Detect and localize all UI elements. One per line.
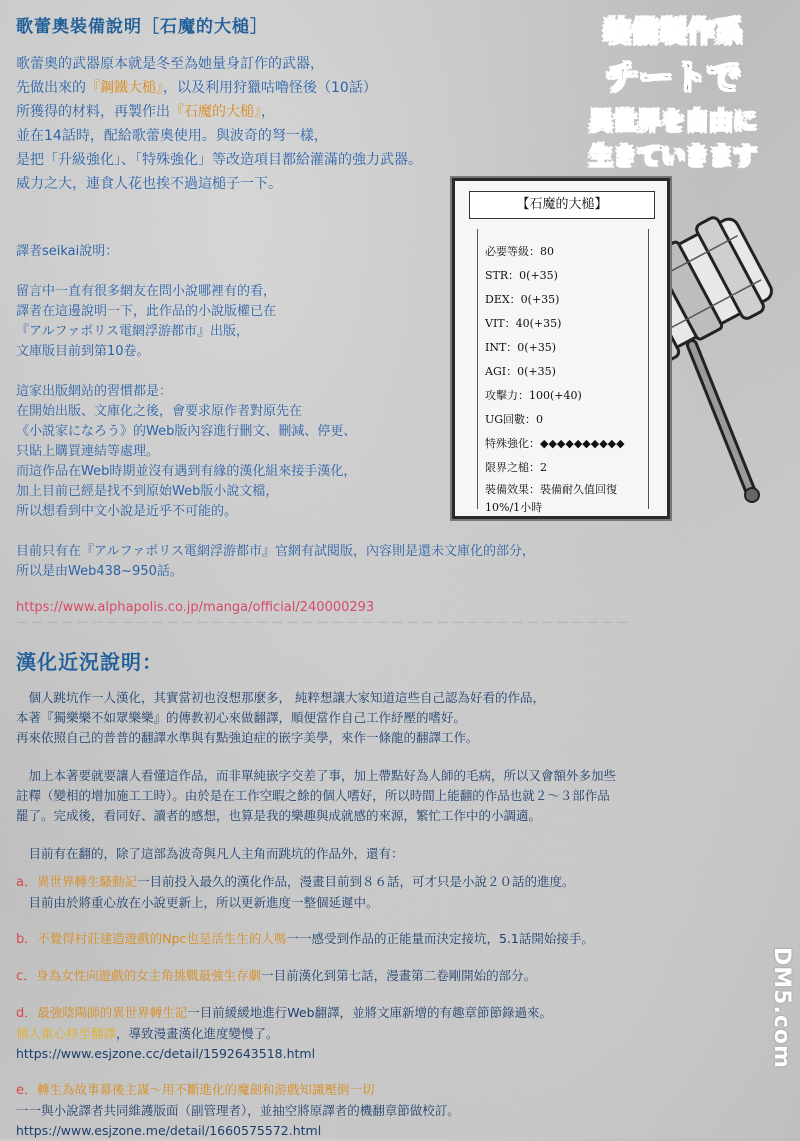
site-watermark: DM5.com — [769, 947, 794, 1069]
status-line: 目前有在翻的，除了這部為波奇與凡人主角而跳坑的作品外，還有： — [16, 846, 404, 861]
item-marker: b． — [16, 932, 38, 947]
card-row: 特殊強化：◆◆◆◆◆◆◆◆◆◆ — [485, 437, 625, 450]
section-divider: －－－－－－－－－－－－－－－－－－－－－－－－－－－－－－－－－－－－－－－－－ — [16, 616, 632, 631]
list-item — [16, 872, 786, 913]
work-title[interactable]: 身為女性向遊戲的女主角挑戰最強生存劇 — [36, 968, 262, 983]
logo-line: 装備製作系 — [602, 15, 743, 48]
work-note: 個人重心移至翻譯 — [16, 1026, 117, 1041]
status-line: 個人跳坑作一人漢化，其實當初也沒想那麼多， 純粹想讓大家知道這些自己認為好看的作品， — [16, 690, 545, 705]
work-desc: 一一感受到作品的正能量而決定接坑，5.1話開始接手。 — [286, 931, 594, 946]
item-marker: e． — [16, 1083, 37, 1098]
card-row: INT：0(+35) — [485, 341, 557, 354]
highlight-item-name: 『鋼鐵大槌』 — [86, 80, 163, 96]
work-desc: 一目前投入最久的漢化作品，漫畫目前到８６話，可才只是小說２０話的進度。 — [136, 874, 575, 889]
equipment-line — [16, 148, 556, 172]
note-line: 《小説家になろう》的Web版內容進行刪文、刪減、停更、 — [16, 424, 357, 439]
status-line: 註釋（變相的增加施工工時）。由於是在工作空暇之餘的個人嗜好，所以時間上能翻的作品也就２～３部作品 — [16, 788, 610, 803]
line-text: 歌蕾奧的武器原本就是冬至為她量身訂作的武器， — [16, 56, 324, 72]
work-desc: ～用不斷進化的魔劍和游戲知識壓倒一切 — [149, 1082, 375, 1097]
note-line: 只貼上購買連結等處理。 — [16, 444, 160, 459]
note-line: 留言中一直有很多網友在問小說哪裡有的看， — [16, 284, 277, 299]
work-note-post: ，導致漫畫漢化進度變慢了。 — [116, 1026, 279, 1041]
card-row: UG回數：0 — [485, 413, 544, 426]
work-desc: 一目前漢化到第七話，漫畫第二卷剛開始的部分。 — [261, 968, 537, 983]
work-title[interactable]: 最強陰陽師的異世界轉生記 — [37, 1005, 188, 1020]
work-title[interactable]: 不覺得村莊建造遊戲的Npc也是活生生的人嗎 — [37, 931, 287, 946]
card-row: VIT：40(+35) — [485, 317, 562, 330]
note-line: 所以是由Web438~950話。 — [16, 564, 183, 579]
logo-line: 異世界を自由に — [589, 107, 757, 135]
item-marker: a． — [16, 875, 37, 890]
item-stat-card — [452, 178, 670, 519]
note-line: 『アルファポリス電網浮游都市』出版， — [16, 324, 249, 339]
item-marker: d． — [16, 1006, 38, 1021]
status-line: 罷了。完成後，看同好、讀者的感想，也算是我的樂趣與成就感的來源，繁忙工作中的小調適。 — [16, 808, 542, 823]
card-row: 裝備效果：裝備耐久值回復 — [485, 483, 617, 496]
equipment-line — [16, 100, 556, 124]
card-row: DEX：0(+35) — [485, 293, 560, 306]
list-item — [16, 1080, 786, 1141]
series-logo — [548, 4, 798, 172]
list-item — [16, 1003, 786, 1064]
work-link[interactable]: https://www.esjzone.me/detail/1660575572.html — [16, 1123, 322, 1138]
list-item — [16, 966, 786, 987]
card-row: AGI：0(+35) — [485, 365, 556, 378]
card-row: 限界之槌：2 — [485, 461, 547, 474]
work-title[interactable]: 轉生為故事幕後主謀 — [37, 1082, 150, 1097]
note-line: 目前只有在『アルファポリス電網浮游都市』官網有試閱版，內容則是還未文庫化的部分， — [16, 544, 535, 559]
note-line: 在開始出版、文庫化之後，會要求原作者對原先在 — [16, 404, 303, 419]
logo-line: 生きていきます — [589, 142, 757, 170]
status-line: 再來依照自己的普普的翻譯水準與有點強迫症的嵌字美學，來作一條龍的翻譯工作。 — [16, 730, 479, 745]
card-row: STR：0(+35) — [485, 269, 558, 282]
note-line: 這家出版網站的習慣都是： — [16, 384, 173, 399]
line-text: 所獲得的材料，再製作出 — [16, 104, 170, 120]
note-line: 譯者在這邊說明一下，此作品的小說版權已在 — [16, 304, 277, 319]
work-list — [16, 872, 786, 1141]
translator-heading: 譯者seikai說明： — [16, 244, 119, 259]
card-row: 必要等級：80 — [485, 245, 554, 258]
list-item — [16, 929, 786, 950]
line-text: ，以及利用狩獵咕嚕怪後（10話） — [163, 80, 377, 96]
equipment-description — [16, 52, 556, 196]
section-title-status: 漢化近況說明： — [16, 650, 163, 674]
work-extra: 一一與小說譯者共同維護版面（副管理者），並抽空將原譯者的機翻章節做校訂。 — [16, 1103, 460, 1118]
alphapolis-link[interactable]: https://www.alphapolis.co.jp/manga/official/240000293 — [16, 600, 375, 615]
note-line: 而這作品在Web時期並沒有遇到有緣的漢化組來接手漢化， — [16, 464, 357, 479]
card-row: 攻擊力：100(+40) — [485, 389, 582, 402]
work-extra: 目前由於將重心放在小說更新上，所以更新進度一整個延遲中。 — [16, 895, 379, 910]
equipment-line — [16, 124, 556, 148]
status-line: 本著『獨樂樂不如眾樂樂』的傳教初心來做翻譯，順便當作自己工作紓壓的嗜好。 — [16, 710, 467, 725]
line-text: 並在14話時，配給歌蕾奧使用。與波奇的弩一樣， — [16, 128, 328, 144]
item-marker: c． — [16, 969, 37, 984]
logo-line: チートで — [605, 58, 741, 98]
line-text: 威力之大，連食人花也挨不過這槌子一下。 — [16, 176, 282, 192]
work-title[interactable]: 異世界轉生騷動記 — [36, 874, 137, 889]
work-link[interactable]: https://www.esjzone.cc/detail/1592643518.html — [16, 1046, 316, 1061]
work-desc: 一目前緩緩地進行Web翻譯，並將文庫新增的有趣章節節錄過來。 — [187, 1005, 553, 1020]
section-title-equipment: 歌蕾奧裝備說明［石魔的大槌］ — [16, 17, 268, 37]
card-title: 【石魔的大槌】 — [469, 191, 655, 219]
equipment-line — [16, 76, 556, 100]
note-line: 加上目前已經是找不到原始Web版小說文檔， — [16, 484, 279, 499]
status-line: 加上本著要就要讓人看懂這作品，而非單純嵌字交差了事，加上帶點好為人師的毛病，所以又會額外多加些 — [16, 768, 617, 783]
note-line: 文庫版目前到第10卷。 — [16, 344, 150, 359]
line-text: ， — [261, 104, 275, 120]
highlight-item-name: 『石魔的大槌』 — [170, 104, 261, 120]
card-row: 10%/1小時 — [485, 501, 543, 514]
status-paragraphs — [16, 688, 786, 864]
note-line: 所以想看到中文小說是近乎不可能的。 — [16, 504, 238, 519]
line-text: 是把「升級強化」、「特殊強化」等改造項目都給灌滿的強力武器。 — [16, 152, 422, 168]
line-text: 先做出來的 — [16, 80, 86, 96]
equipment-line — [16, 52, 556, 76]
